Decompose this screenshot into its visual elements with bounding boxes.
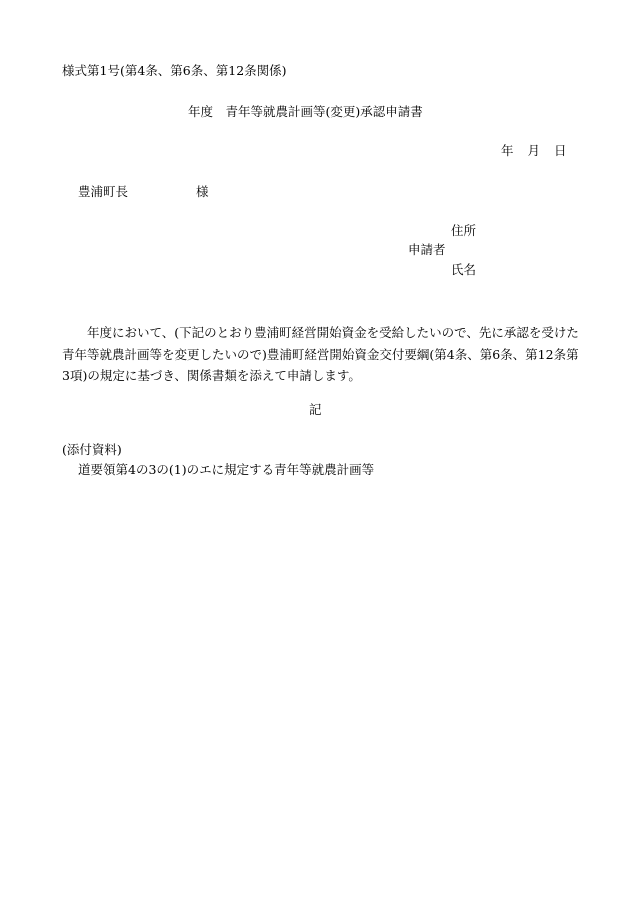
- addressee: [78, 184, 209, 199]
- date-day-label: 日: [554, 143, 567, 158]
- date-year-label: 年: [501, 143, 514, 158]
- address-label: 住所: [451, 223, 477, 238]
- document-title: 年度 青年等就農計画等(変更)承認申請書: [188, 104, 423, 119]
- attachments-heading: (添付資料): [62, 442, 122, 457]
- attachment-item: 道要領第4の3の(1)のエに規定する青年等就農計画等: [78, 462, 375, 477]
- applicant-label: 申請者: [408, 242, 446, 257]
- addressee-name: 豊浦町長: [78, 184, 129, 199]
- application-body-text: 年度において、(下記のとおり豊浦町経営開始資金を受給したいので、先に承認を受けた青年等就農計画等を変更したいので)豊浦町経営開始資金交付要綱(第4条、第6条、第12条第3項)の規定に基づき、関係書類を添えて申請します。: [62, 325, 579, 383]
- name-label: 氏名: [451, 262, 477, 277]
- addressee-honorific: 様: [196, 184, 209, 199]
- date-line: [501, 145, 567, 158]
- form-number: 様式第1号(第4条、第6条、第12条関係): [62, 63, 287, 78]
- date-month-label: 月: [527, 143, 541, 158]
- ki-heading: 記: [309, 402, 322, 417]
